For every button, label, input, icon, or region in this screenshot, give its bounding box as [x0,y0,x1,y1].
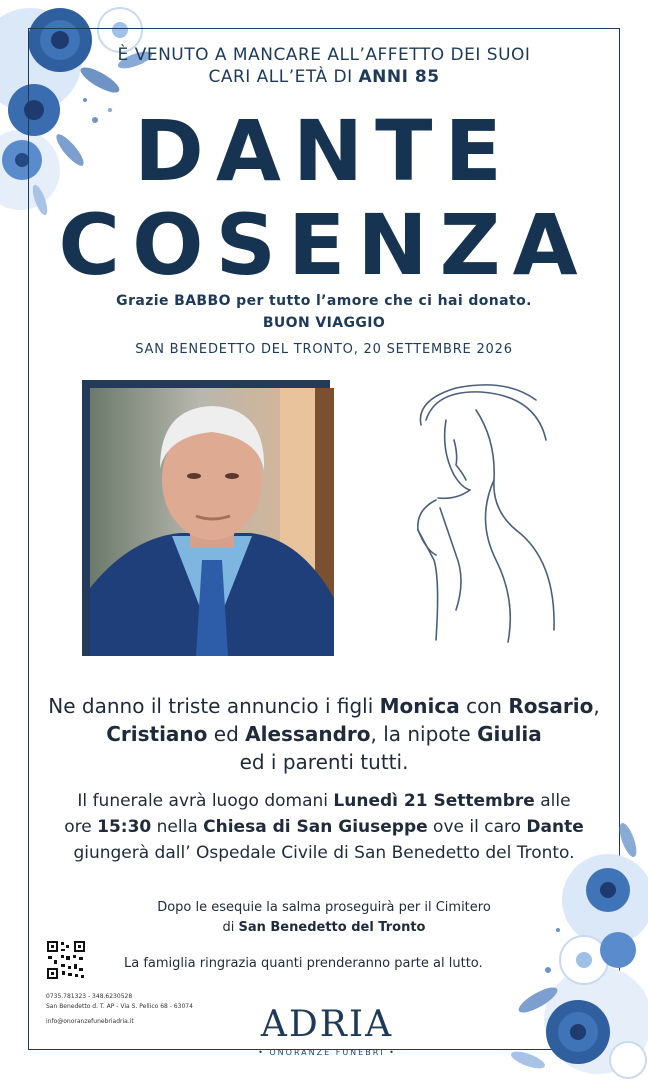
child-name-alessandro: Alessandro [245,722,371,746]
announcement-line-3: ed i parenti tutti. [239,750,409,774]
address: San Benedetto d. T. AP - Via S. Pellico 68 - 63074 [46,1003,193,1010]
funeral-line-3: giungerà dall’ Ospedale Civile di San Benedetto del Tronto. [73,843,575,863]
funeral-time: 15:30 [97,817,152,837]
intro-line-2-prefix: CARI ALL’ETÀ DI [208,67,359,87]
deceased-name-inline: Dante [526,817,584,837]
funeral-date: Lunedì 21 Settembre [333,791,535,811]
intro-line-1: È VENUTO A MANCARE ALL’AFFETTO DEI SUOI [117,45,531,65]
email-link[interactable]: info@onoranzefunebriadria.it [46,1018,134,1025]
adria-logo [252,1006,402,1057]
cemetery-place: San Benedetto del Tronto [238,920,426,935]
intro-line-2 [0,66,648,88]
announcement-line-2: Cristiano ed Alessandro, la nipote Giulia [106,722,542,746]
spouse-name-rosario: Rosario [508,694,594,718]
thanks-text: La famiglia ringrazia quanti prenderanno parte al lutto. [124,956,483,971]
qr-code-icon[interactable] [46,940,86,980]
funeral-details [0,788,648,866]
tribute-text [0,290,648,334]
grandchild-name-giulia: Giulia [477,722,542,746]
announcement [0,692,648,776]
deceased-first-name: DANTE [134,102,514,200]
funeral-line-1: Il funerale avrà luogo domani Lunedì 21 Settembre alle [77,791,571,811]
logo-subtitle: • ONORANZE FUNEBRI • [258,1048,396,1057]
cemetery-info [0,898,648,938]
age: ANNI 85 [358,67,440,87]
funeral-line-2: ore 15:30 nella Chiesa di San Giuseppe ove il caro Dante [64,817,584,837]
logo-wordmark: ADRIA [260,1004,394,1045]
praying-jesus-line-art [396,380,576,650]
intro-text [0,44,648,88]
contact-info [46,992,193,1027]
announcement-line-1: Ne danno il triste annuncio i figli Monica con Rosario, [48,694,600,718]
funeral-church: Chiesa di San Giuseppe [203,817,428,837]
cemetery-line-1: Dopo le esequie la salma proseguirà per il Cimitero [157,900,491,915]
tribute-line-2: BUON VIAGGIO [262,315,386,331]
child-name-cristiano: Cristiano [106,722,208,746]
deceased-last-name: COSENZA [58,196,590,294]
place-date: SAN BENEDETTO DEL TRONTO, 20 SETTEMBRE 2026 [135,342,513,357]
tribute-line-1: Grazie BABBO per tutto l’amore che ci hai donato. [116,293,532,309]
child-name-monica: Monica [379,694,460,718]
phone-numbers: 0735.781323 - 348.6230528 [46,993,133,1000]
portrait-photo [90,388,334,656]
cemetery-line-2: di San Benedetto del Tronto [222,920,426,935]
